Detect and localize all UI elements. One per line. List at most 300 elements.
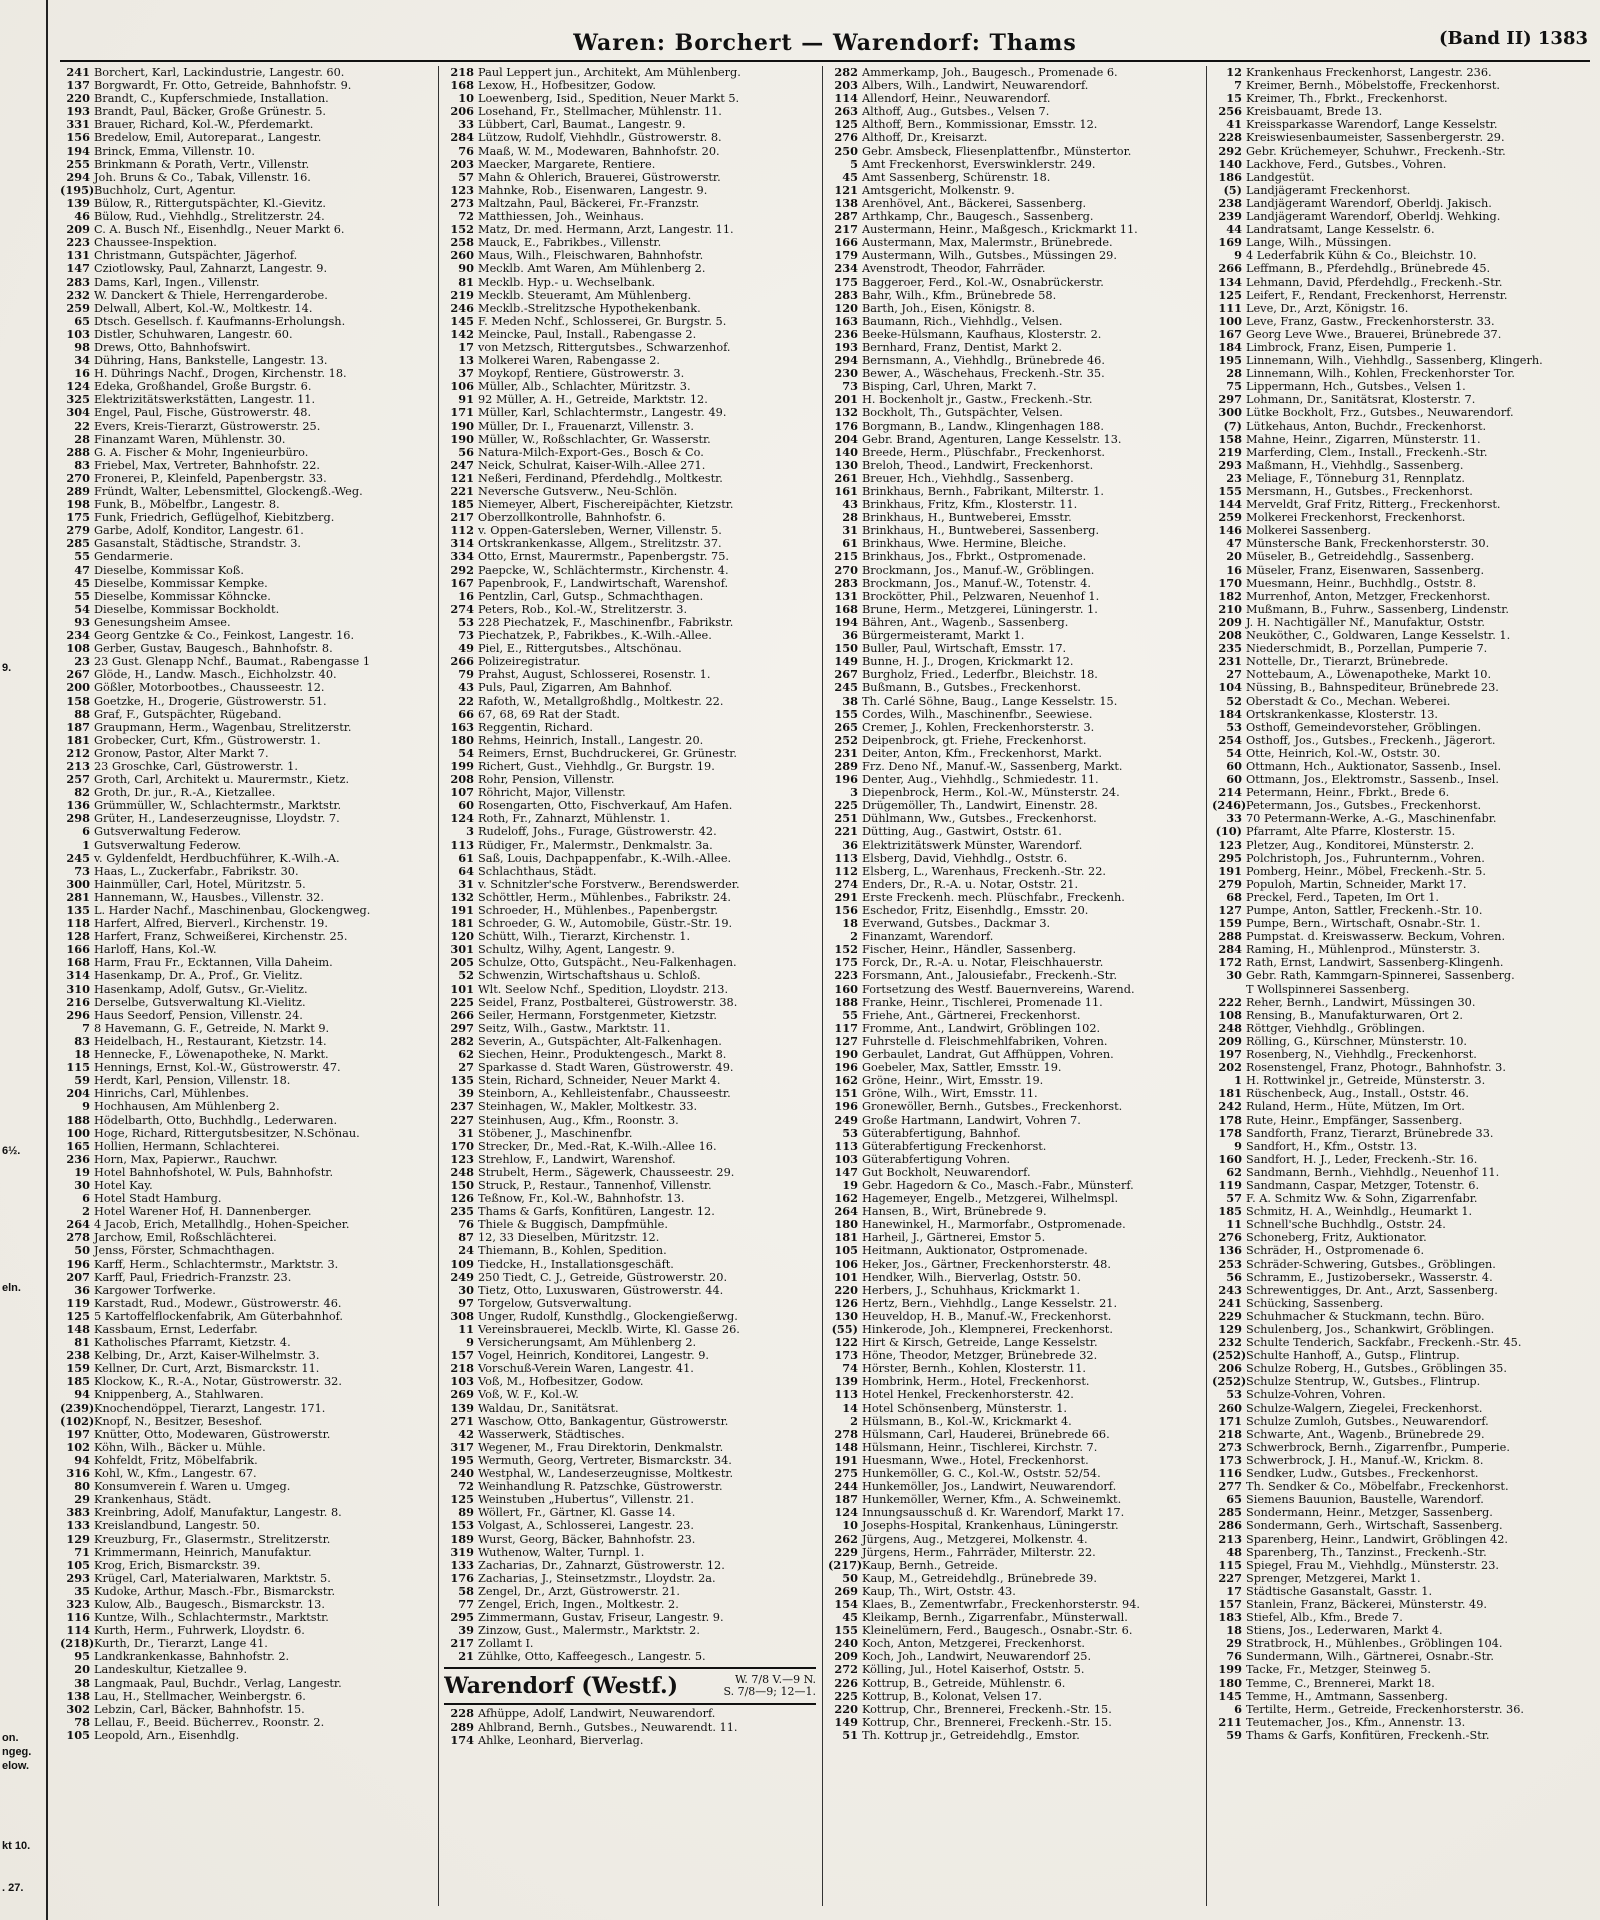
directory-entry xyxy=(1212,1441,1590,1454)
phone-number: 138 xyxy=(66,1689,90,1703)
entry-text: Unger, Rudolf, Kunsthdlg., Glockengießerwg. xyxy=(478,1309,738,1323)
entry-text: Molkerei Sassenberg. xyxy=(1246,524,1371,538)
phone-number: 81 xyxy=(74,1336,90,1350)
phone-number: 83 xyxy=(74,1034,90,1048)
phone-number: 215 xyxy=(834,550,858,564)
entry-text: Harheil, J., Gärtnerei, Emstor 5. xyxy=(862,1231,1046,1245)
directory-entry xyxy=(828,681,1200,694)
directory-entry xyxy=(828,1244,1200,1257)
entry-text: Herbers, J., Schuhhaus, Krickmarkt 1. xyxy=(862,1283,1081,1297)
directory-entry xyxy=(828,969,1200,982)
phone-number: 6 xyxy=(82,1192,90,1206)
directory-entry xyxy=(60,524,432,537)
directory-entry xyxy=(1212,996,1590,1009)
directory-entry xyxy=(1212,590,1590,603)
phone-number: 124 xyxy=(834,1506,858,1520)
directory-entry xyxy=(1212,433,1590,446)
directory-entry xyxy=(60,668,432,681)
hours-line: W. 7/8 V.—9 N. xyxy=(734,1673,816,1687)
directory-entry xyxy=(444,1637,816,1650)
directory-entry xyxy=(444,420,816,433)
directory-entry xyxy=(60,708,432,721)
entry-text: Landjägeramt Warendorf, Oberldj. Wehking. xyxy=(1246,210,1501,224)
directory-entry xyxy=(1212,1716,1590,1729)
entry-text: Brockmann, Jos., Manuf.-W., Totenstr. 4. xyxy=(862,576,1092,590)
entry-text: Lütkehaus, Anton, Buchdr., Freckenhorst. xyxy=(1246,419,1487,433)
directory-entry xyxy=(828,1598,1200,1611)
entry-text: Schulenberg, Jos., Schankwirt, Gröblingen. xyxy=(1246,1323,1495,1336)
directory-entry xyxy=(444,1048,816,1061)
phone-number: 276 xyxy=(834,131,858,145)
directory-entry xyxy=(828,852,1200,865)
entry-text: Schuhmacher & Stuckmann, techn. Büro. xyxy=(1246,1309,1485,1323)
directory-entry xyxy=(444,721,816,734)
phone-number: 248 xyxy=(1218,1021,1242,1035)
phone-number: 234 xyxy=(834,262,858,276)
phone-number: 213 xyxy=(66,759,90,773)
directory-entry xyxy=(1212,655,1590,668)
entry-text: Drews, Otto, Bahnhofswirt. xyxy=(94,340,251,354)
entry-text: Severin, A., Gutspächter, Alt-Falkenhagen. xyxy=(478,1034,722,1048)
directory-entry xyxy=(60,1546,432,1559)
entry-text: Gebr. Hagedorn & Co., Masch.-Fabr., Münsterf. xyxy=(862,1178,1134,1192)
directory-entry xyxy=(444,1244,816,1257)
entry-text: Lexow, H., Hofbesitzer, Godow. xyxy=(478,79,656,93)
phone-number: 33 xyxy=(458,118,474,132)
phone-number: 87 xyxy=(458,1231,474,1245)
phone-number: 50 xyxy=(842,1571,858,1585)
directory-entry xyxy=(444,655,816,668)
phone-number: 194 xyxy=(66,144,90,158)
directory-entry xyxy=(444,590,816,603)
entry-text: Kreuzburg, Fr., Glasermstr., Strelitzerstr. xyxy=(94,1532,331,1546)
phone-number: 181 xyxy=(1218,1087,1242,1101)
directory-entry xyxy=(1212,1480,1590,1493)
directory-entry xyxy=(1212,564,1590,577)
phone-number: 150 xyxy=(450,1178,474,1192)
entry-text: 23 Gust. Glenapp Nchf., Baumat., Rabengasse 1 xyxy=(94,655,371,669)
entry-text: Hotel Schönsenberg, Münsterstr. 1. xyxy=(862,1401,1067,1415)
entry-text: Pumpe, Anton, Sattler, Freckenh.-Str. 10. xyxy=(1246,904,1483,917)
phone-number: 181 xyxy=(834,1231,858,1245)
directory-entry xyxy=(60,433,432,446)
entry-text: Moykopf, Rentiere, Güstrowerstr. 3. xyxy=(478,367,685,381)
phone-number: 158 xyxy=(1218,432,1242,446)
entry-text: Elsberg, David, Viehhdlg., Oststr. 6. xyxy=(862,851,1068,865)
directory-entry xyxy=(60,1284,432,1297)
phone-number: 293 xyxy=(1218,458,1242,472)
phone-number: 105 xyxy=(66,1558,90,1572)
directory-entry xyxy=(1212,1349,1590,1362)
phone-number: 11 xyxy=(1226,1218,1242,1232)
phone-number: 262 xyxy=(834,1532,858,1546)
phone-number: 120 xyxy=(834,301,858,315)
directory-entry xyxy=(444,996,816,1009)
phone-number: 199 xyxy=(1218,1663,1242,1677)
entry-text: Hülsmann, Carl, Hauderei, Brünebrede 66. xyxy=(862,1427,1110,1441)
phone-number: 185 xyxy=(450,498,474,512)
entry-text: Wasserwerk, Städtisches. xyxy=(478,1427,625,1441)
directory-entry xyxy=(60,747,432,760)
entry-text: Müseler, B., Getreidehdlg., Sassenberg. xyxy=(1246,550,1475,564)
directory-entry xyxy=(444,1035,816,1048)
phone-number: 186 xyxy=(1218,170,1242,184)
directory-entry xyxy=(828,1402,1200,1415)
directory-entry xyxy=(1212,511,1590,524)
entry-text: Cremer, J., Kohlen, Freckenhorsterstr. 3. xyxy=(862,720,1095,734)
entry-text: Grobecker, Curt, Kfm., Güstrowerstr. 1. xyxy=(94,733,321,747)
margin-fragment: ngeg. xyxy=(2,1746,32,1758)
directory-entry xyxy=(828,564,1200,577)
directory-entry xyxy=(444,1140,816,1153)
phone-number: 140 xyxy=(834,445,858,459)
entry-text: Engel, Paul, Fische, Güstrowerstr. 48. xyxy=(94,406,312,420)
directory-entry xyxy=(828,1703,1200,1716)
directory-entry xyxy=(1212,92,1590,105)
phone-number: 115 xyxy=(1218,1558,1242,1572)
directory-entry xyxy=(828,616,1200,629)
phone-number: 37 xyxy=(458,367,474,381)
directory-entry xyxy=(60,825,432,838)
directory-entry xyxy=(828,1297,1200,1310)
entry-text: 228 Piechatzek, F., Maschinenfbr., Fabrikstr. xyxy=(478,615,734,629)
directory-entry xyxy=(60,721,432,734)
directory-entry xyxy=(828,956,1200,969)
directory-entry xyxy=(828,1035,1200,1048)
column-2 xyxy=(444,66,816,1906)
directory-entry xyxy=(444,878,816,891)
directory-entry xyxy=(60,1624,432,1637)
directory-entry xyxy=(60,734,432,747)
directory-entry xyxy=(444,956,816,969)
directory-entry xyxy=(444,197,816,210)
entry-text: Ahlke, Leonhard, Bierverlag. xyxy=(478,1733,644,1747)
phone-number: 208 xyxy=(450,773,474,787)
directory-entry xyxy=(828,1258,1200,1271)
directory-entry xyxy=(1212,891,1590,904)
phone-number: 136 xyxy=(66,799,90,813)
entry-text: Volgast, A., Schlosserei, Langestr. 23. xyxy=(478,1519,694,1533)
entry-text: Tiedcke, H., Installationsgeschäft. xyxy=(478,1257,674,1271)
entry-text: Schöttler, Herm., Mühlenbes., Fabrikstr. 24. xyxy=(478,890,732,904)
phone-number: 260 xyxy=(1218,1401,1242,1415)
directory-entry xyxy=(60,1310,432,1323)
directory-entry xyxy=(1212,459,1590,472)
directory-entry xyxy=(444,1624,816,1637)
phone-number: 148 xyxy=(66,1323,90,1336)
phone-number: 155 xyxy=(1218,485,1242,498)
phone-number: 283 xyxy=(834,576,858,590)
phone-number: 124 xyxy=(66,380,90,394)
entry-text: Dieselbe, Kommissar Kempke. xyxy=(94,576,268,590)
entry-text: Wegener, M., Frau Direktorin, Denkmalstr. xyxy=(478,1440,724,1454)
entry-text: Lütke Bockholt, Frz., Gutsbes., Neuwarendorf. xyxy=(1246,406,1514,420)
directory-entry xyxy=(1212,236,1590,249)
directory-entry xyxy=(444,302,816,315)
entry-text: Brinkhaus, Fritz, Kfm., Klosterstr. 11. xyxy=(862,498,1078,512)
directory-entry xyxy=(828,184,1200,197)
phone-number: (55) xyxy=(831,1323,858,1336)
phone-number: 253 xyxy=(1218,1257,1242,1271)
phone-number: 138 xyxy=(834,196,858,210)
directory-entry xyxy=(444,1114,816,1127)
phone-number: 56 xyxy=(1226,1270,1242,1284)
directory-entry xyxy=(60,839,432,852)
entry-text: Ahlbrand, Bernh., Gutsbes., Neuwarendt. 11. xyxy=(478,1720,738,1734)
entry-text: Schulze Stentrup, W., Gutsbes., Flintrup. xyxy=(1246,1375,1481,1389)
entry-text: Jürgens, Aug., Metzgerei, Molkenstr. 4. xyxy=(862,1532,1088,1546)
directory-entry xyxy=(1212,1114,1590,1127)
phone-number: 28 xyxy=(1226,367,1242,381)
phone-number: 285 xyxy=(66,537,90,551)
phone-number: 119 xyxy=(1218,1178,1242,1192)
entry-text: Pletzer, Aug., Konditorei, Münsterstr. 2. xyxy=(1246,838,1475,852)
entry-text: Hotel Henkel, Freckenhorsterstr. 42. xyxy=(862,1388,1074,1402)
directory-entry xyxy=(1212,983,1590,996)
phone-number: 3 xyxy=(850,786,858,800)
entry-text: Paul Leppert jun., Architekt, Am Mühlenberg. xyxy=(478,66,741,79)
directory-entry xyxy=(828,459,1200,472)
phone-number: 225 xyxy=(834,1689,858,1703)
entry-text: Fronerei, P., Kleinfeld, Papenbergstr. 33. xyxy=(94,471,327,485)
phone-number: 60 xyxy=(1226,773,1242,787)
directory-entry xyxy=(1212,1611,1590,1624)
directory-entry xyxy=(444,695,816,708)
entry-text: Knippenberg, A., Stahlwaren. xyxy=(94,1388,264,1402)
directory-entry xyxy=(60,210,432,223)
entry-text: Mecklb. Amt Waren, Am Mühlenberg 2. xyxy=(478,262,706,276)
phone-number: 170 xyxy=(1218,576,1242,590)
entry-text: Schulze-Walgern, Ziegelei, Freckenhorst. xyxy=(1246,1401,1483,1415)
directory-entry xyxy=(60,891,432,904)
directory-entry xyxy=(60,629,432,642)
phone-number: 190 xyxy=(450,432,474,446)
entry-text: Genesungsheim Amsee. xyxy=(94,615,231,629)
entry-text: Rafoth, W., Metallgroßhdlg., Moltkestr. 22. xyxy=(478,694,724,708)
phone-number: 71 xyxy=(74,1545,90,1559)
entry-text: Goebeler, Max, Sattler, Emsstr. 19. xyxy=(862,1061,1062,1075)
entry-text: Kargower Torfwerke. xyxy=(94,1283,216,1297)
entry-text: Schnell'sche Buchhdlg., Oststr. 24. xyxy=(1246,1218,1446,1232)
entry-text: Burgholz, Fried., Lederfbr., Bleichstr. 18. xyxy=(862,668,1098,682)
phone-number: 173 xyxy=(834,1349,858,1363)
directory-entry xyxy=(828,1323,1200,1336)
directory-entry xyxy=(444,891,816,904)
directory-entry xyxy=(828,393,1200,406)
directory-entry xyxy=(60,459,432,472)
phone-number: 73 xyxy=(842,380,858,394)
entry-text: Gutsverwaltung Federow. xyxy=(94,825,241,839)
entry-text: Gößler, Motorbootbes., Chausseestr. 12. xyxy=(94,681,325,695)
directory-entry xyxy=(60,996,432,1009)
directory-entry xyxy=(60,1559,432,1572)
entry-text: Deipenbrock, gt. Friehe, Freckenhorst. xyxy=(862,733,1087,747)
directory-entry xyxy=(828,433,1200,446)
directory-entry xyxy=(444,1310,816,1323)
directory-entry xyxy=(1212,1375,1590,1388)
directory-entry xyxy=(828,145,1200,158)
phone-number: 294 xyxy=(834,354,858,368)
phone-number: 134 xyxy=(1218,275,1242,289)
entry-text: Temme, C., Brennerei, Markt 18. xyxy=(1246,1676,1435,1690)
phone-number: 289 xyxy=(450,1720,474,1734)
entry-text: Kreissparkasse Warendorf, Lange Kesselstr. xyxy=(1246,118,1498,132)
entry-text: v. Oppen-Gatersleben, Werner, Villenstr. 5. xyxy=(478,524,722,538)
entry-text: Krügel, Carl, Materialwaren, Marktstr. 5. xyxy=(94,1571,331,1585)
phone-number: 241 xyxy=(66,66,90,79)
directory-entry xyxy=(828,773,1200,786)
directory-entry xyxy=(1212,878,1590,891)
margin-fragment: on. xyxy=(2,1732,19,1744)
phone-number: 28 xyxy=(74,432,90,446)
entry-text: T Wollspinnerei Sassenberg. xyxy=(1246,982,1410,996)
page-title: Waren: Borchert — Warendorf: Thams xyxy=(573,30,1077,56)
phone-number: 79 xyxy=(458,668,474,682)
entry-text: Sandfort, H. J., Leder, Freckenh.-Str. 16. xyxy=(1246,1152,1478,1166)
phone-number: 147 xyxy=(834,1165,858,1179)
entry-text: Lange, Wilh., Müssingen. xyxy=(1246,236,1392,250)
directory-entry xyxy=(60,1506,432,1519)
directory-entry xyxy=(60,1323,432,1336)
phone-number: 221 xyxy=(834,825,858,839)
entry-text: Schroeder, G. W., Automobile, Güstr.-Str. 19. xyxy=(478,917,733,931)
entry-text: Knochendöppel, Tierarzt, Langestr. 171. xyxy=(94,1401,326,1415)
directory-entry xyxy=(1212,852,1590,865)
entry-text: Peters, Rob., Kol.-W., Strelitzerstr. 3. xyxy=(478,602,688,616)
entry-text: Mecklb. Steueramt, Am Mühlenberg. xyxy=(478,288,692,302)
directory-entry xyxy=(444,773,816,786)
phone-number: 196 xyxy=(834,773,858,787)
directory-entry xyxy=(444,1166,816,1179)
entry-text: Polizeiregistratur. xyxy=(478,655,581,669)
directory-entry xyxy=(444,1533,816,1546)
directory-entry xyxy=(60,943,432,956)
phone-number: 267 xyxy=(66,668,90,682)
phone-number: 230 xyxy=(834,367,858,381)
phone-number: 220 xyxy=(66,92,90,106)
entry-text: Knütter, Otto, Modewaren, Güstrowerstr. xyxy=(94,1427,331,1441)
directory-entry xyxy=(60,1349,432,1362)
entry-text: Stöbener, J., Maschinenfbr. xyxy=(478,1126,633,1140)
phone-number: 77 xyxy=(458,1597,474,1611)
phone-number: 219 xyxy=(450,288,474,302)
entry-text: Polchristoph, Jos., Fuhrunternm., Vohren. xyxy=(1246,851,1485,865)
entry-text: Richert, Gust., Viehhdlg., Gr. Burgstr. 19. xyxy=(478,759,715,773)
phone-number: 183 xyxy=(1218,1611,1242,1625)
phone-number: 112 xyxy=(450,524,474,538)
phone-number: 34 xyxy=(74,354,90,368)
margin-fragment: 9. xyxy=(2,662,12,674)
directory-entry xyxy=(1212,721,1590,734)
directory-entry xyxy=(60,118,432,131)
phone-number: 139 xyxy=(66,196,90,210)
entry-text: Grümmüller, W., Schlachtermstr., Marktstr. xyxy=(94,799,342,813)
phone-number: 197 xyxy=(1218,1048,1242,1062)
phone-number: 184 xyxy=(1218,707,1242,721)
entry-text: Kulow, Alb., Baugesch., Bismarckstr. 13. xyxy=(94,1597,325,1611)
phone-number: 111 xyxy=(1218,301,1242,315)
directory-entry xyxy=(444,865,816,878)
phone-number: 55 xyxy=(74,589,90,603)
entry-text: Sparenberg, Heinr., Landwirt, Gröblingen 42. xyxy=(1246,1532,1509,1546)
entry-text: Derselbe, Gutsverwaltung Kl.-Vielitz. xyxy=(94,995,306,1009)
directory-entry xyxy=(60,1179,432,1192)
entry-text: Schwerbrock, Bernh., Zigarrenfbr., Pumperie. xyxy=(1246,1440,1510,1454)
directory-entry xyxy=(828,708,1200,721)
phone-number: 238 xyxy=(66,1349,90,1363)
phone-number: 72 xyxy=(458,1480,474,1494)
phone-number: 199 xyxy=(450,759,474,773)
directory-entry xyxy=(444,276,816,289)
entry-text: Stratbrock, H., Mühlenbes., Gröblingen 104. xyxy=(1246,1637,1503,1651)
entry-text: Tietz, Otto, Luxuswaren, Güstrowerstr. 44. xyxy=(478,1283,724,1297)
entry-text: Brauer, Richard, Kol.-W., Pferdemarkt. xyxy=(94,118,314,132)
phone-number: 35 xyxy=(74,1584,90,1598)
phone-number: 269 xyxy=(834,1584,858,1598)
phone-number: 104 xyxy=(1218,681,1242,695)
entry-text: Lehmann, David, Pferdehdlg., Freckenh.-Str. xyxy=(1246,275,1503,289)
phone-number: (252) xyxy=(1212,1349,1247,1363)
entry-text: Deiter, Anton, Kfm., Freckenhorst, Markt. xyxy=(862,746,1102,760)
phone-number: 168 xyxy=(834,602,858,616)
directory-entry xyxy=(1212,786,1590,799)
directory-entry xyxy=(1212,1598,1590,1611)
phone-number: 314 xyxy=(450,537,474,551)
directory-entry xyxy=(828,171,1200,184)
entry-text: Güterabfertigung Vohren. xyxy=(862,1152,1011,1166)
entry-text: Erste Freckenh. mech. Plüschfabr., Freckenh. xyxy=(862,890,1125,904)
entry-text: Kaup, M., Getreidehdlg., Brünebrede 39. xyxy=(862,1571,1097,1585)
volume-page-number: (Band II) 1383 xyxy=(1438,28,1588,49)
entry-text: Dühlmann, Ww., Gutsbes., Freckenhorst. xyxy=(862,812,1097,826)
directory-entry xyxy=(1212,1703,1590,1716)
entry-text: Lippermann, Hch., Gutsbes., Velsen 1. xyxy=(1246,380,1466,394)
entry-text: Karff, Herm., Schlachtermstr., Marktstr. 3. xyxy=(94,1257,339,1271)
phone-number: 53 xyxy=(1226,720,1242,734)
directory-entry xyxy=(444,1506,816,1519)
phone-number: 140 xyxy=(1218,157,1242,171)
directory-entry xyxy=(1212,1153,1590,1166)
phone-number: 115 xyxy=(66,1061,90,1075)
entry-text: Heuveldop, H. B., Manuf.-W., Freckenhorst. xyxy=(862,1309,1112,1323)
phone-number: 105 xyxy=(834,1244,858,1258)
entry-text: Amt Sassenberg, Schürenstr. 18. xyxy=(862,170,1051,184)
directory-entry xyxy=(828,1546,1200,1559)
phone-number: 159 xyxy=(66,1362,90,1376)
phone-number: 153 xyxy=(450,1519,474,1533)
phone-number: 235 xyxy=(450,1205,474,1219)
entry-text: Waldau, Dr., Sanitätsrat. xyxy=(478,1401,619,1415)
phone-number: 15 xyxy=(1226,92,1242,106)
directory-entry xyxy=(60,1729,432,1742)
phone-number: 139 xyxy=(834,1375,858,1389)
directory-entry xyxy=(444,171,816,184)
phone-number: 9 xyxy=(1234,1139,1242,1153)
entry-text: Kassbaum, Ernst, Lederfabr. xyxy=(94,1323,258,1336)
entry-text: Linnemann, Wilh., Kohlen, Freckenhorster Tor. xyxy=(1246,367,1515,381)
entry-text: Schultz, Wilhy, Agent, Langestr. 9. xyxy=(478,943,675,957)
directory-entry xyxy=(444,1519,816,1532)
entry-text: Baumann, Rich., Viehhdlg., Velsen. xyxy=(862,314,1063,328)
entry-text: Mauck, E., Fabrikbes., Villenstr. xyxy=(478,236,662,250)
entry-text: Leopold, Arn., Eisenhdlg. xyxy=(94,1728,240,1742)
entry-text: Güterabfertigung, Bahnhof. xyxy=(862,1126,1021,1140)
entry-text: Austermann, Max, Malermstr., Brünebrede. xyxy=(862,236,1113,250)
phone-number: 135 xyxy=(66,904,90,917)
entry-text: Strehlow, F., Landwirt, Warenshof. xyxy=(478,1152,676,1166)
phone-number: 300 xyxy=(1218,406,1242,420)
entry-text: Goetzke, H., Drogerie, Güstrowerstr. 51. xyxy=(94,694,327,708)
